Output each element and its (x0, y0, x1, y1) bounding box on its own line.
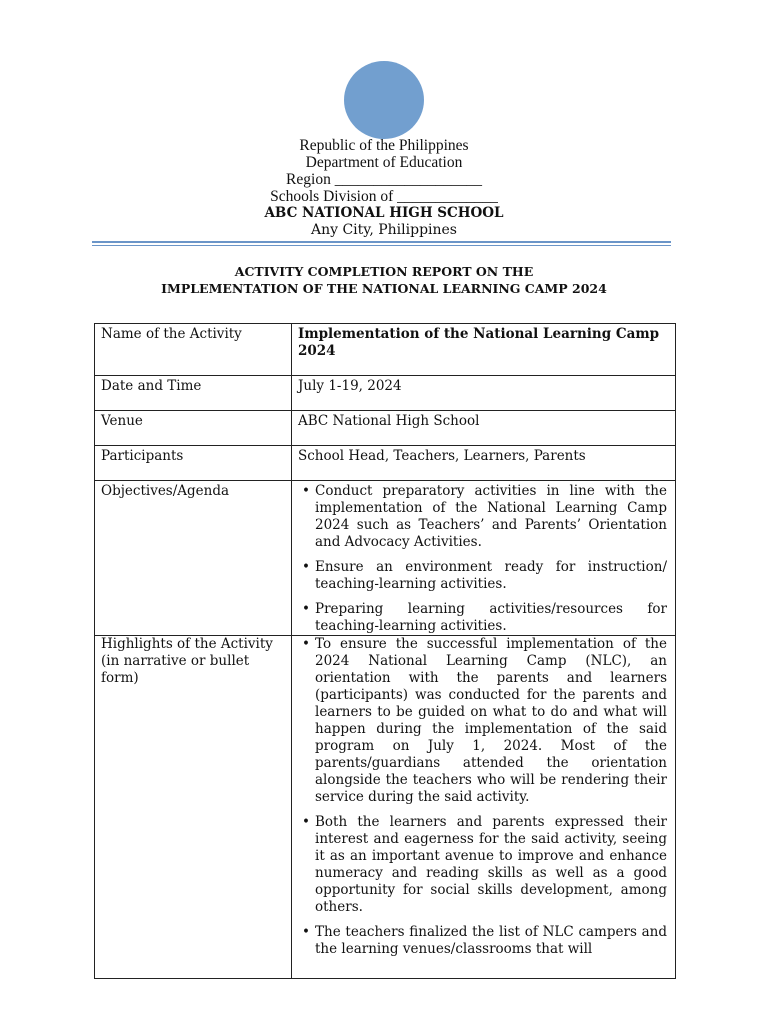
label-highlights-note: (in narrative or bullet form) (101, 653, 250, 686)
deped-seal-icon (344, 61, 424, 139)
header-address: Any City, Philippines (310, 222, 457, 238)
list-item: • The teachers finalized the list of NLC campers and the learning venues/classrooms that will (315, 924, 667, 958)
value-date-time: July 1-19, 2024 (292, 376, 676, 411)
report-title-line1: ACTIVITY COMPLETION REPORT ON THE (234, 264, 534, 279)
label-venue: Venue (95, 411, 292, 446)
table-row-objectives (95, 481, 676, 636)
header-region: Region ___________________ (286, 171, 482, 188)
header-republic: Republic of the Philippines (299, 137, 469, 154)
list-item: • Ensure an environment ready for instruction/ teaching-learning activities. (315, 559, 667, 593)
header-school-name: ABC NATIONAL HIGH SCHOOL (264, 205, 504, 221)
list-item: • Both the learners and parents expressed their interest and eagerness for the said activity, seeing it as an important avenue to improve and enhance numeracy and reading skills as well as a good opportunity for social skills development, among others. (315, 814, 667, 916)
value-venue: ABC National High School (292, 411, 676, 446)
objectives-list (298, 483, 667, 635)
table-row-participants (95, 446, 676, 481)
header-division: Schools Division of _____________ (270, 188, 498, 205)
label-highlights (95, 636, 292, 979)
list-item: • To ensure the successful implementation of the 2024 National Learning Camp (NLC), an orientation with the parents and learners (participants) was conducted for the parents and learners to be guided on what to do and what will happen during the implementation of the said program on July 1, 2024. Most of the parents/guardians attended the orientation alongside the teachers who will be rendering their service during the said activity. (315, 636, 667, 806)
label-participants: Participants (95, 446, 292, 481)
list-item: • Preparing learning activities/resources for teaching-learning activities. (315, 601, 667, 635)
list-item: • Conduct preparatory activities in line with the implementation of the National Learning Camp 2024 such as Teachers’ and Parents’ Orientation and Advocacy Activities. (315, 483, 667, 551)
value-participants: School Head, Teachers, Learners, Parents (292, 446, 676, 481)
header-rule-bottom (92, 245, 671, 246)
label-highlights-title: Highlights of the Activity (101, 636, 273, 652)
value-highlights (292, 636, 676, 979)
header-rule-top (92, 241, 671, 243)
label-objectives: Objectives/Agenda (95, 481, 292, 636)
highlights-list (298, 636, 667, 958)
report-title-line2: IMPLEMENTATION OF THE NATIONAL LEARNING CAMP 2024 (161, 281, 607, 296)
table-row-date-time (95, 376, 676, 411)
activity-report-table (94, 323, 676, 979)
table-row-activity-name (95, 324, 676, 376)
value-objectives (292, 481, 676, 636)
table-row-venue (95, 411, 676, 446)
header-department: Department of Education (305, 154, 463, 171)
label-date-time: Date and Time (95, 376, 292, 411)
value-activity-name: Implementation of the National Learning Camp 2024 (292, 324, 676, 376)
label-activity-name: Name of the Activity (95, 324, 292, 376)
table-row-highlights (95, 636, 676, 979)
